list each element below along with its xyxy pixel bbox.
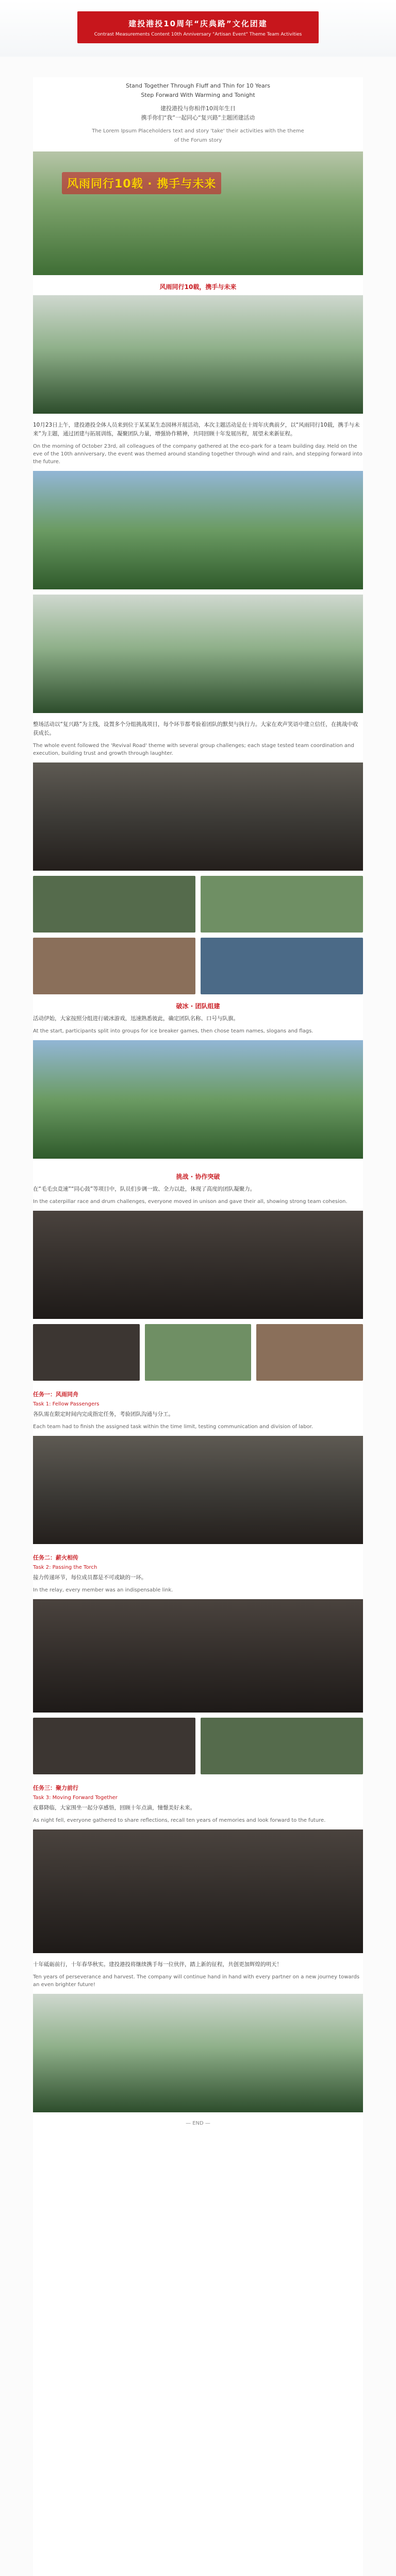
grid-photo <box>33 1324 140 1381</box>
group-photo-2 <box>33 595 363 713</box>
para-2: 整场活动以“复兴路”为主线，设置多个分组挑战项目，每个环节都考验着团队的默契与执行力。大家在欢声笑语中建立信任，在挑战中收获成长。 <box>33 721 358 736</box>
section-c-title: 任务三：聚力前行 <box>33 1785 78 1791</box>
para-7-en: As night fell, everyone gathered to share reflections, recall ten years of memories and look forward to the future. <box>33 1818 326 1823</box>
grid-photo <box>201 938 363 994</box>
para-8-en: Ten years of perseverance and harvest. The company will continue hand in hand with every partner on a new journey towards an even brighter future! <box>33 1974 360 1988</box>
caption-1: 风雨同行10载，携手与未来 <box>159 283 237 291</box>
rainbow-photo <box>33 471 363 589</box>
hero-photo <box>33 151 363 275</box>
para-4: 在“毛毛虫竞速”“同心鼓”等项目中，队员们步调一致、全力以赴，体现了高度的团队凝聚力。 <box>33 1186 256 1192</box>
grid-photo <box>33 876 195 933</box>
intro-note-line-2: of the Forum story <box>174 138 222 143</box>
para-6-en: In the relay, every member was an indispensable link. <box>33 1587 173 1593</box>
intro-cn-line-1: 建投港投与你相伴10周年生日 <box>160 105 236 112</box>
indoor-photo-1 <box>33 762 363 871</box>
task-b-photo <box>33 1599 363 1713</box>
caterpillar-photo <box>33 1040 363 1159</box>
final-group-photo <box>33 1994 363 2112</box>
para-1-en: On the morning of October 23rd, all colleagues of the company gathered at the eco-park for a team building day. Held on the eve of the 10th anniversary, the event was themed around standing together through wind and rain, and stepping forward into the future. <box>33 444 362 465</box>
grid-photo <box>33 938 195 994</box>
header-title-block <box>77 11 319 43</box>
para-3-en: At the start, participants split into groups for ice breaker games, then chose team names, slogans and flags. <box>33 1028 314 1034</box>
grid-photo <box>256 1324 363 1381</box>
group-photo-1 <box>33 295 363 414</box>
section-b-title-en: Task 2: Passing the Torch <box>33 1565 97 1570</box>
para-4-en: In the caterpillar race and drum challenges, everyone moved in unison and gave their all, showing strong team cohesion. <box>33 1199 348 1205</box>
para-5-en: Each team had to finish the assigned task within the time limit, testing communication and division of labor. <box>33 1424 314 1430</box>
intro-line-2: Step Forward With Warming and Tonight <box>141 92 255 98</box>
photo-grid-1 <box>33 876 363 994</box>
para-6: 接力传递环节，每位成员都是不可或缺的一环。 <box>33 1574 147 1581</box>
hero-banner-text: 风雨同行10载 · 携手与未来 <box>62 172 221 194</box>
section-c-title-en: Task 3: Moving Forward Together <box>33 1795 118 1801</box>
para-2-en: The whole event followed the 'Revival Road' theme with several group challenges; each stage tested team coordination and execution, building trust and growth through laughter. <box>33 743 354 756</box>
grid-photo <box>201 1718 363 1774</box>
para-8: 十年砥砺前行，十年春华秋实。建投港投将继续携手每一位伙伴，踏上新的征程，共创更加辉煌的明天！ <box>33 1961 282 1968</box>
article <box>33 77 363 2576</box>
intro-line-1: Stand Together Through Fluff and Thin for 10 Years <box>126 82 270 89</box>
section-b-title: 任务二：薪火相传 <box>33 1554 78 1561</box>
section-a-title-en: Task 1: Fellow Passengers <box>33 1401 100 1407</box>
task-a-photo <box>33 1436 363 1544</box>
para-7: 夜幕降临，大家围坐一起分享感悟，回顾十年点滴，憧憬美好未来。 <box>33 1805 195 1811</box>
intro <box>33 77 363 145</box>
para-5: 各队需在限定时间内完成指定任务，考验团队沟通与分工。 <box>33 1411 174 1417</box>
grid-photo <box>33 1718 195 1774</box>
night-photo <box>33 1829 363 1953</box>
intro-note-line-1: The Lorem Ipsum Placeholders text and story 'take' their activities with the theme <box>92 128 304 134</box>
photo-grid-3 <box>33 1718 363 1774</box>
footer: — END — <box>186 2121 210 2126</box>
caption-3: 挑战 · 协作突破 <box>176 1173 220 1180</box>
grid-photo <box>145 1324 252 1381</box>
page-subtitle: Contrast Measurements Content 10th Anniversary "Artisan Event" Theme Team Activities <box>94 31 302 37</box>
page-title: 建投港投10周年“庆典路”文化团建 <box>128 19 268 28</box>
intro-cn-line-2: 携手你们“我”一起同心“复兴路”主题团建活动 <box>141 114 255 121</box>
para-1: 10月23日上午，建投港投全体人员来到位于某某某生态园林开展活动，本次主题活动是在十周年庆典前夕，以“风雨同行10载，携手与未来”为主题，通过团建与拓展训练，凝聚团队力量，增强协作精神，共同回顾十年发展历程，展望未来新征程。 <box>33 422 360 437</box>
grid-photo <box>201 876 363 933</box>
photo-grid-2 <box>33 1324 363 1381</box>
section-a-title: 任务一：风雨同舟 <box>33 1391 78 1398</box>
dark-photo-1 <box>33 1211 363 1319</box>
para-3: 活动伊始，大家按照分组进行破冰游戏，迅速熟悉彼此，确定团队名称、口号与队旗。 <box>33 1015 239 1022</box>
caption-2: 破冰 · 团队组建 <box>176 1003 220 1010</box>
header-banner <box>0 0 396 57</box>
